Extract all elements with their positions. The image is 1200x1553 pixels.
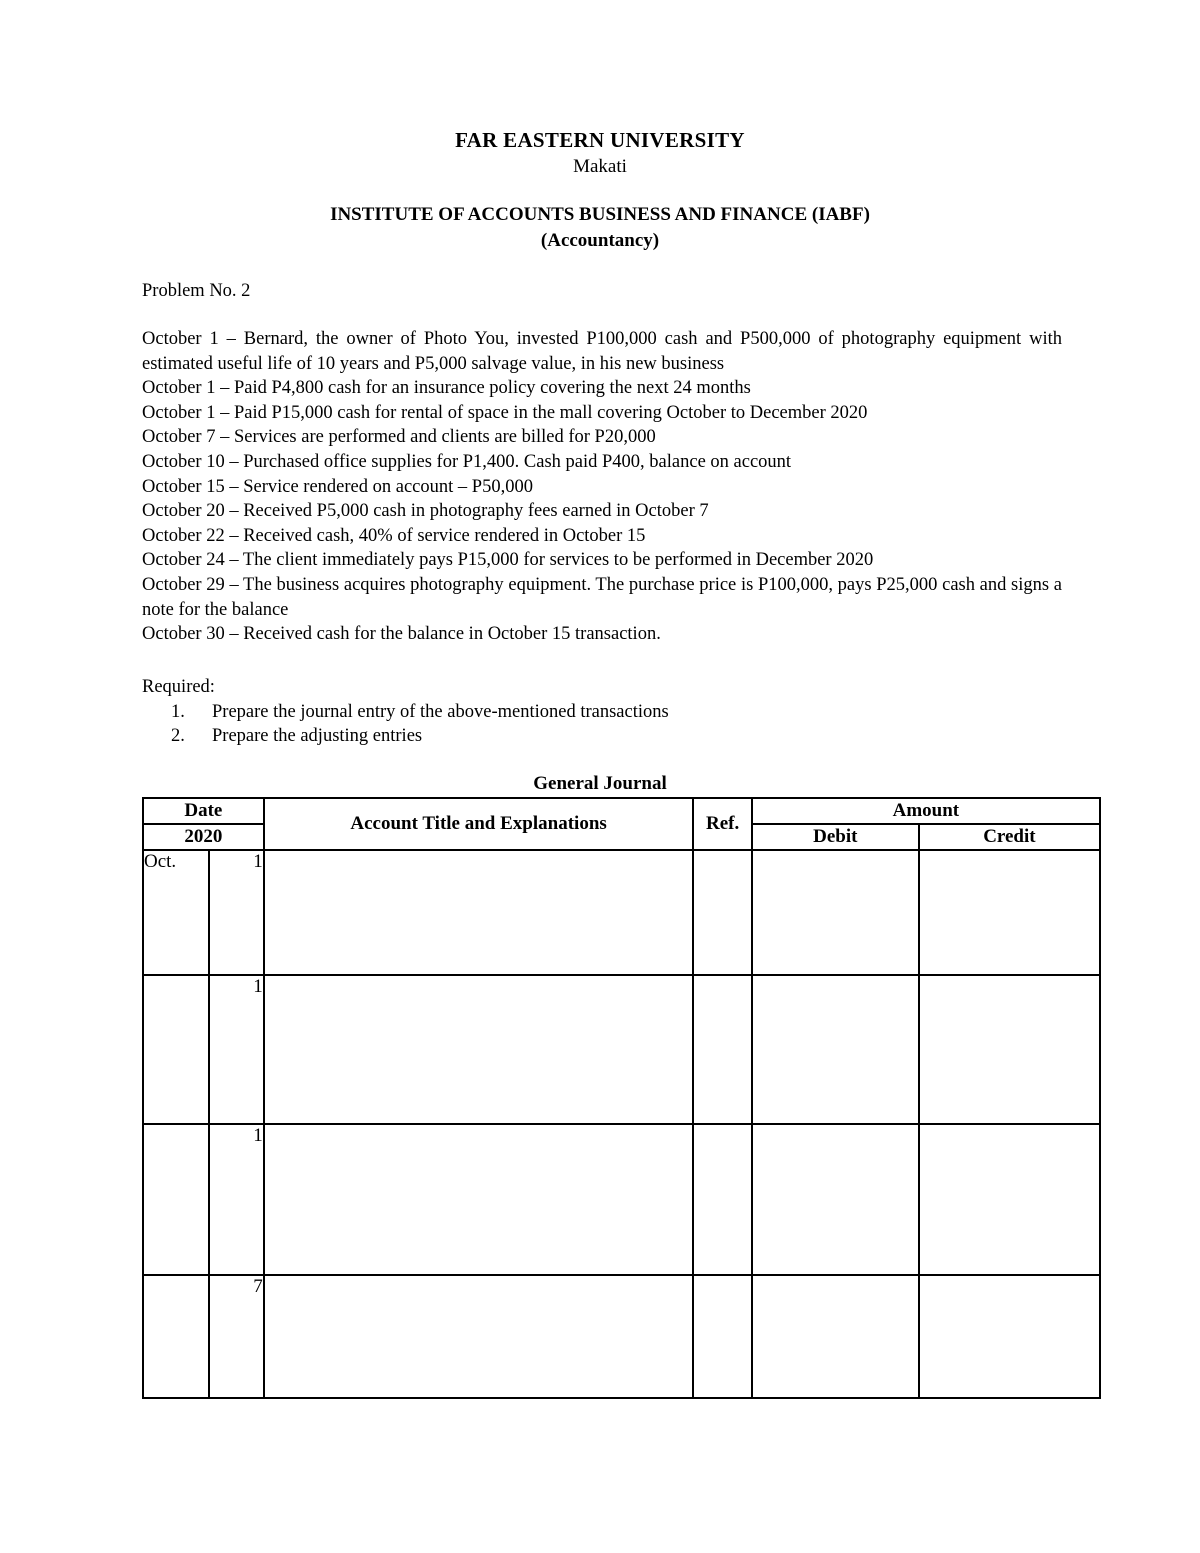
department-name: (Accountancy) <box>540 230 660 251</box>
credit-header: Credit <box>919 824 1100 850</box>
transaction-item: October 1 – Bernard, the owner of Photo You, invested P100,000 cash and P500,000 of photography equipment with estimated useful life of 10 years and P5,000 salvage value, in his new business <box>142 329 1062 374</box>
required-item-text: Prepare the journal entry of the above-mentioned transactions <box>212 701 669 722</box>
transaction-item: October 24 – The client immediately pays P15,000 for services to be performed in December 2020 <box>142 550 874 571</box>
required-list <box>142 700 1062 749</box>
date-header: Date <box>143 798 264 824</box>
required-label: Required: <box>142 677 215 697</box>
required-item-number: 1. <box>171 701 185 722</box>
debit-header: Debit <box>752 824 919 850</box>
account-cell[interactable] <box>264 1275 694 1398</box>
ref-header: Ref. <box>693 798 751 850</box>
transaction-list <box>142 327 1062 647</box>
required-item-text: Prepare the adjusting entries <box>212 726 423 747</box>
transaction-item: October 15 – Service rendered on account – P50,000 <box>142 476 533 497</box>
debit-cell[interactable] <box>752 850 919 975</box>
required-section <box>142 675 1062 749</box>
transaction-item: October 1 – Paid P4,800 cash for an insurance policy covering the next 24 months <box>142 378 751 399</box>
ref-cell[interactable] <box>693 850 751 975</box>
day-cell: 7 <box>209 1275 263 1398</box>
transaction-item: October 29 – The business acquires photography equipment. The purchase price is P100,000, pays P25,000 cash and signs a note for the balance <box>142 574 1062 620</box>
table-row <box>143 850 1100 975</box>
debit-cell[interactable] <box>752 1124 919 1275</box>
debit-cell[interactable] <box>752 975 919 1124</box>
account-title-header: Account Title and Explanations <box>264 798 694 850</box>
transaction-item: October 10 – Purchased office supplies for P1,400. Cash paid P400, balance on account <box>142 451 792 472</box>
month-cell <box>143 975 209 1124</box>
transaction-item: October 20 – Received P5,000 cash in photography fees earned in October 7 <box>142 501 709 522</box>
table-row <box>143 1124 1100 1275</box>
transaction-item: October 22 – Received cash, 40% of service rendered in October 15 <box>142 525 646 546</box>
required-item <box>142 724 1062 749</box>
problem-title: Problem No. 2 <box>142 281 251 301</box>
university-name: FAR EASTERN UNIVERSITY <box>455 128 745 152</box>
credit-cell[interactable] <box>919 975 1100 1124</box>
transaction-item: October 1 – Paid P15,000 cash for rental of space in the mall covering October to December 2020 <box>142 402 868 423</box>
account-cell[interactable] <box>264 850 694 975</box>
transaction-item: October 30 – Received cash for the balance in October 15 transaction. <box>142 624 661 645</box>
account-cell[interactable] <box>264 1124 694 1275</box>
credit-cell[interactable] <box>919 1124 1100 1275</box>
journal-title: General Journal <box>533 773 667 794</box>
day-cell: 1 <box>209 975 263 1124</box>
transaction-item: October 7 – Services are performed and clients are billed for P20,000 <box>142 427 656 448</box>
month-cell <box>143 1124 209 1275</box>
credit-cell[interactable] <box>919 1275 1100 1398</box>
year-header: 2020 <box>143 824 264 850</box>
day-cell: 1 <box>209 850 263 975</box>
month-cell <box>143 1275 209 1398</box>
institute-name: INSTITUTE OF ACCOUNTS BUSINESS AND FINANCE (IABF) <box>330 204 870 225</box>
debit-cell[interactable] <box>752 1275 919 1398</box>
month-cell: Oct. <box>143 850 209 975</box>
general-journal-table <box>142 797 1101 1399</box>
ref-cell[interactable] <box>693 1124 751 1275</box>
table-row <box>143 1275 1100 1398</box>
required-item <box>142 700 1062 725</box>
ref-cell[interactable] <box>693 975 751 1124</box>
amount-header: Amount <box>752 798 1100 824</box>
credit-cell[interactable] <box>919 850 1100 975</box>
day-cell: 1 <box>209 1124 263 1275</box>
ref-cell[interactable] <box>693 1275 751 1398</box>
required-item-number: 2. <box>171 726 185 747</box>
campus-location: Makati <box>573 156 627 177</box>
table-row <box>143 975 1100 1124</box>
account-cell[interactable] <box>264 975 694 1124</box>
